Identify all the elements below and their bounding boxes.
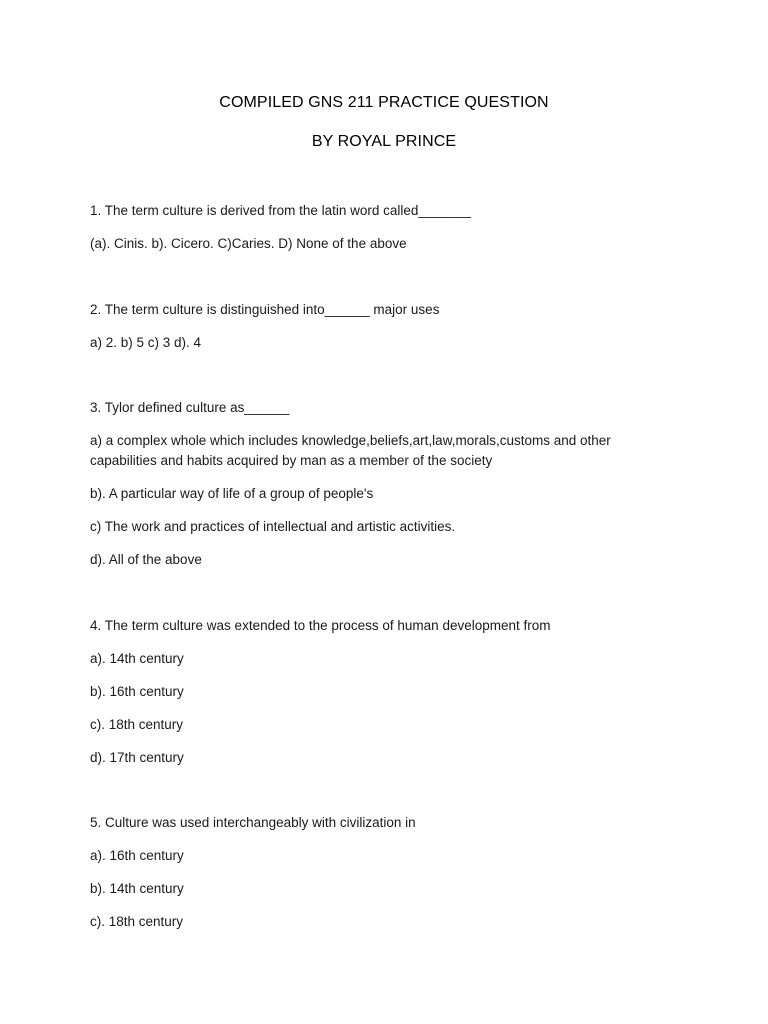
question-2-options: a) 2. b) 5 c) 3 d). 4 bbox=[90, 335, 202, 350]
question-4-option-c: c). 18th century bbox=[90, 717, 184, 732]
question-2-text: 2. The term culture is distinguished into______ major uses bbox=[90, 302, 440, 317]
question-4-option-d: d). 17th century bbox=[90, 750, 184, 765]
question-1-text: 1. The term culture is derived from the latin word called_______ bbox=[90, 203, 471, 218]
document-title: COMPILED GNS 211 PRACTICE QUESTION bbox=[219, 94, 549, 111]
question-4-option-b: b). 16th century bbox=[90, 684, 184, 699]
question-3-option-c: c) The work and practices of intellectual and artistic activities. bbox=[90, 519, 456, 534]
question-5-option-c: c). 18th century bbox=[90, 914, 184, 929]
question-5-option-a: a). 16th century bbox=[90, 848, 184, 863]
question-3-option-d: d). All of the above bbox=[90, 552, 202, 567]
question-3-option-a: a) a complex whole which includes knowledge,beliefs,art,law,morals,customs and other capabilities and habits acquired by man as a member of the society bbox=[90, 433, 611, 468]
question-3-text: 3. Tylor defined culture as______ bbox=[90, 400, 290, 415]
question-4-option-a: a). 14th century bbox=[90, 651, 184, 666]
question-3-option-b: b). A particular way of life of a group of people's bbox=[90, 486, 374, 501]
question-5-option-b: b). 14th century bbox=[90, 881, 184, 896]
question-5-text: 5. Culture was used interchangeably with civilization in bbox=[90, 815, 416, 830]
document-author: BY ROYAL PRINCE bbox=[311, 133, 457, 150]
question-4-text: 4. The term culture was extended to the process of human development from bbox=[90, 618, 551, 633]
question-1-options: (a). Cinis. b). Cicero. C)Caries. D) None of the above bbox=[90, 236, 407, 251]
